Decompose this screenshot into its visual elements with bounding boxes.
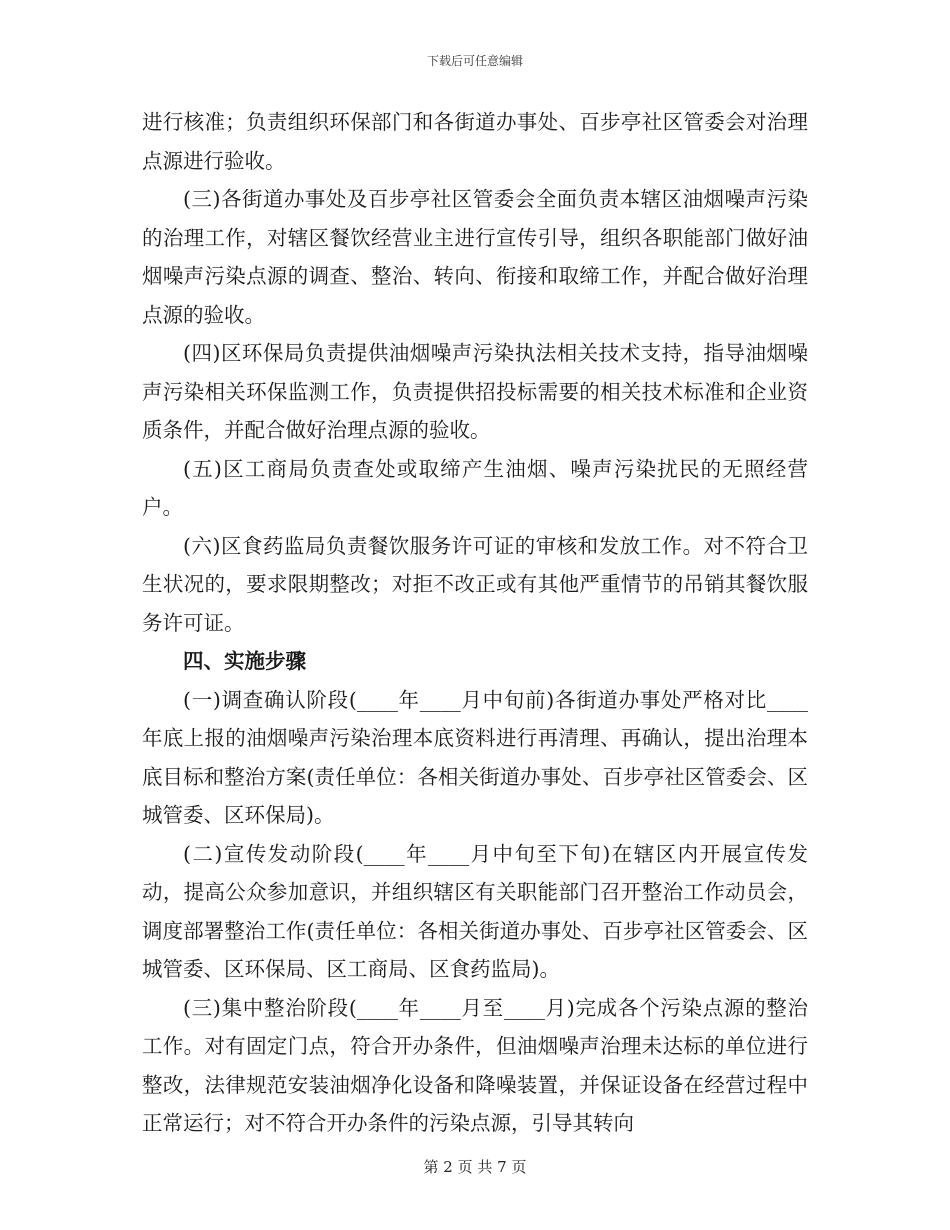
page-footer: 第 2 页 共 7 页: [423, 1158, 527, 1176]
paragraph-step-3: (三)集中整治阶段(____年____月至____月)完成各个污染点源的整治工作。对有固定门点，符合开办条件，但油烟噪声治理未达标的单位进行整改，法律规范安装油烟净化设备和降噪装置，并保证设备在经营过程中正常运行；对不符合开办条件的污染点源，引导其转向: [142, 995, 808, 1135]
paragraph-item-6: (六)区食药监局负责餐饮服务许可证的审核和发放工作。对不符合卫生状况的，要求限期整改；对拒不改正或有其他严重情节的吊销其餐饮服务许可证。: [142, 533, 808, 635]
paragraph-step-1: (一)调查确认阶段(____年____月中旬前)各街道办事处严格对比____年底上报的油烟噪声污染治理本底资料进行再清理、再确认，提出治理本底目标和整治方案(责任单位：各相关街道办事处、百步亭社区管委会、区城管委、区环保局)。: [142, 687, 808, 827]
section-heading: 四、实施步骤: [183, 649, 306, 673]
paragraph-item-3: (三)各街道办事处及百步亭社区管委会全面负责本辖区油烟噪声污染的治理工作，对辖区餐饮经营业主进行宣传引导，组织各职能部门做好油烟噪声污染点源的调查、整治、转向、衔接和取缔工作，并配合做好治理点源的验收。: [142, 187, 808, 327]
paragraph-item-4: (四)区环保局负责提供油烟噪声污染执法相关技术支持，指导油烟噪声污染相关环保监测工作，负责提供招投标需要的相关技术标准和企业资质条件，并配合做好治理点源的验收。: [142, 341, 808, 442]
paragraph-step-2: (二)宣传发动阶段(____年____月中旬至下旬)在辖区内开展宣传发动，提高公众参加意识，并组织辖区有关职能部门召开整治工作动员会，调度部署整治工作(责任单位：各相关街道办事处、百步亭社区管委会、区城管委、区环保局、区工商局、区食药监局)。: [142, 841, 808, 981]
paragraph-continuation: 进行核准；负责组织环保部门和各街道办事处、百步亭社区管委会对治理点源进行验收。: [142, 110, 808, 173]
paragraph-item-5: (五)区工商局负责查处或取缔产生油烟、噪声污染扰民的无照经营户。: [142, 456, 808, 519]
header-note: 下载后可任意编辑: [426, 54, 523, 68]
document-body: [142, 103, 808, 1143]
